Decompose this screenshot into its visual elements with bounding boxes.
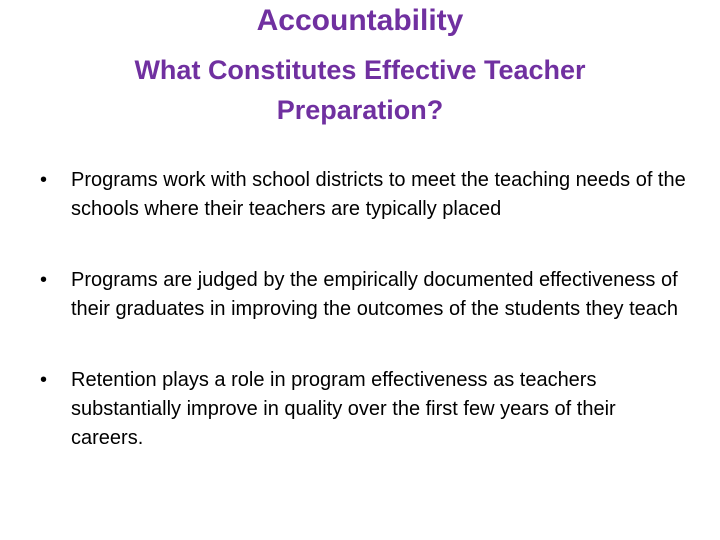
bullet-item-2 bbox=[40, 266, 690, 324]
subtitle-line-1: What Constitutes Effective Teacher bbox=[134, 55, 586, 85]
bullet-text-3: Retention plays a role in program effectiveness as teachers substantially improve in quality over the first few years of their careers. bbox=[71, 369, 616, 449]
bullet-dot-icon: • bbox=[40, 169, 48, 191]
bullet-item-3 bbox=[40, 366, 690, 453]
bullet-list bbox=[40, 166, 690, 453]
subtitle-line-2: Preparation? bbox=[276, 95, 444, 125]
slide-subtitle bbox=[0, 50, 720, 130]
slide-title: Accountability bbox=[256, 4, 464, 37]
bullet-text-2: Programs are judged by the empirically documented effectiveness of their graduates in improving the outcomes of the students they teach bbox=[71, 269, 679, 320]
bullet-dot-icon: • bbox=[40, 369, 48, 391]
bullet-text-1: Programs work with school districts to meet the teaching needs of the schools where their teachers are typically placed bbox=[71, 169, 686, 220]
bullet-dot-icon: • bbox=[40, 269, 48, 291]
bullet-item-1 bbox=[40, 166, 690, 224]
